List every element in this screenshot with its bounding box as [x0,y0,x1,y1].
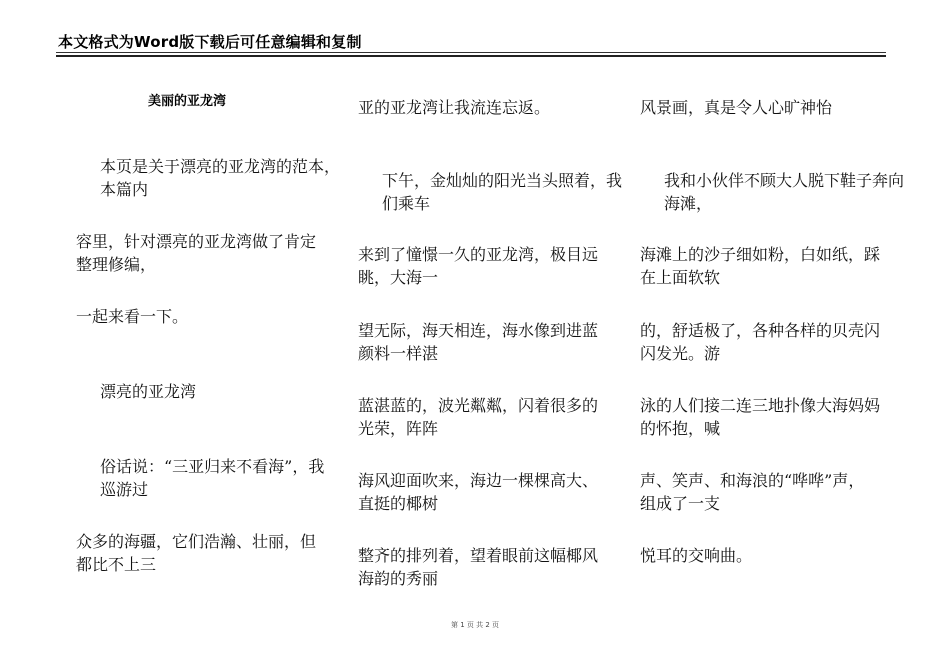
text-line: 下午，金灿灿的阳光当头照着，我们乘车 [382,171,623,213]
text-line: 来到了憧憬一久的亚龙湾，极目远眺，大海一 [358,245,599,287]
section-heading: 漂亮的亚龙湾 [100,382,197,401]
page-number: 第 1 页 共 2 页 [450,621,500,629]
header-rule [56,52,886,53]
text-line: 俗话说：“三亚归来不看海”，我巡游过 [100,457,325,499]
header-rule-thick [56,55,886,57]
text-line: 一起来看一下。 [76,307,189,326]
text-line: 众多的海疆，它们浩瀚、壮丽，但都比不上三 [76,532,317,574]
text-line: 蓝湛蓝的，波光粼粼，闪着很多的光荣，阵阵 [358,396,599,438]
document-title: 美丽的亚龙湾 [148,94,227,109]
text-line: 望无际，海天相连，海水像到进蓝颜料一样湛 [358,321,599,363]
text-line: 整齐的排列着，望着眼前这幅椰风海韵的秀丽 [358,546,599,588]
text-line: 悦耳的交响曲。 [640,546,753,565]
text-line: 容里，针对漂亮的亚龙湾做了肯定整理修编， [76,232,317,274]
text-line: 亚的亚龙湾让我流连忘返。 [358,98,551,117]
text-line: 本页是关于漂亮的亚龙湾的范本，本篇内 [100,157,341,199]
text-line: 我和小伙伴不顾大人脱下鞋子奔向海滩， [664,171,905,213]
text-line: 海风迎面吹来，海边一棵棵高大、直挺的椰树 [358,471,599,513]
download-banner: 本文格式为Word版下载后可任意编辑和复制 [58,33,362,51]
text-line: 风景画，真是令人心旷神怡 [640,98,833,117]
text-line: 海滩上的沙子细如粉，白如纸，踩在上面软软 [640,245,881,287]
text-line: 声、笑声、和海浪的“哗哗”声，组成了一支 [640,471,865,513]
text-line: 泳的人们接二连三地扑像大海妈妈的怀抱，喊 [640,396,881,438]
text-line: 的，舒适极了，各种各样的贝壳闪闪发光。游 [640,321,881,363]
